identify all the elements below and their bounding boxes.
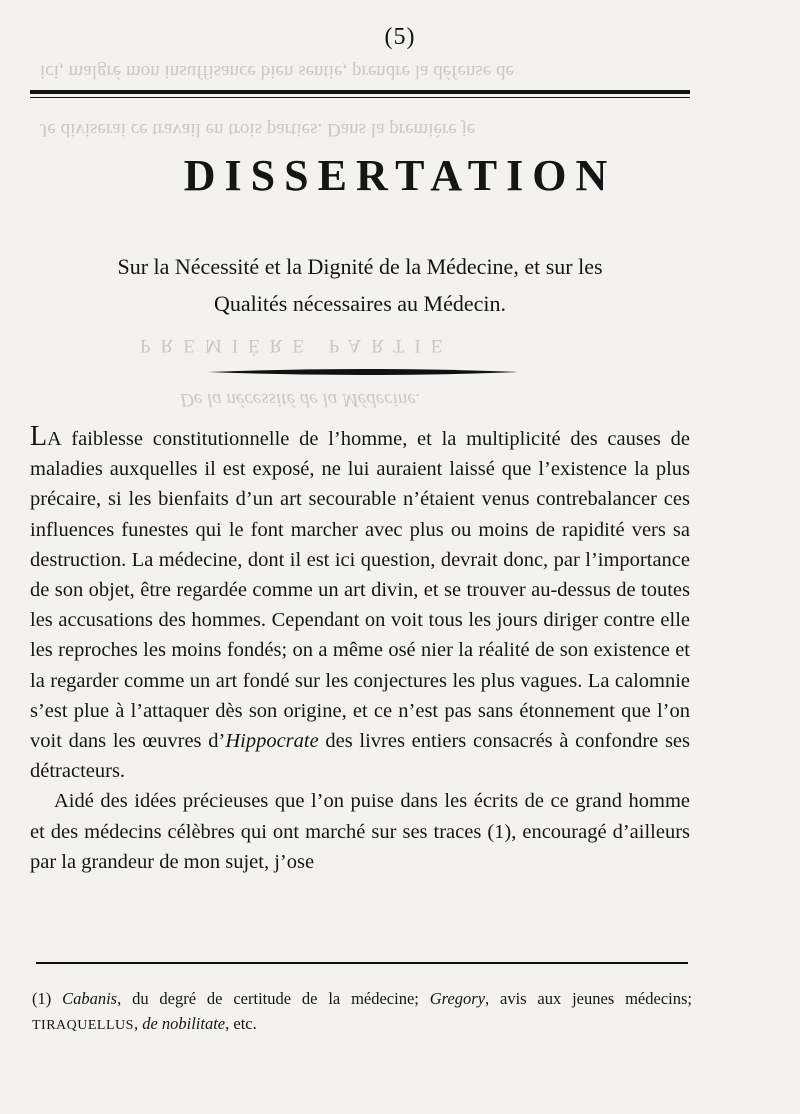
- subtitle-line: Qualités nécessaires au Médecin.: [214, 291, 506, 316]
- bleed-through-line: Je diviserai ce travail en trois parties. Dans la première je: [40, 119, 476, 140]
- drop-initial: L: [30, 421, 48, 452]
- paragraph-text: faiblesse constitutionnelle de l’homme, et la multiplicité des causes de maladies auxquelles il est exposé, ne lui auraient laissé que l’existence la plus précaire, si les bienfaits d’un art secourable n’étaient venus contrebalancer ces influences funestes qui le font marcher avec plus ou moins de rapidité vers sa destruction. La médecine, dont il est ici question, devrait donc, par l’importance de son objet, être regardée comme un art divin, et se trouver au-dessus de toutes les accusations des hommes. Cependant on voit tous les jours diriger contre elle les reproches les moins fondés; on a même osé nier la réalité de son existence et la regarder comme un art fondé sur les conjectures les plus vagues. La calomnie s’est plue à l’attaquer dès son origine, et ce n’est pas sans étonnement que l’on voit dans les œuvres d’: [30, 428, 690, 753]
- ornament-rule: [208, 368, 518, 376]
- body-text: [30, 422, 690, 877]
- footnote-text: , du degré de certitude de la médecine;: [117, 989, 430, 1008]
- paragraph-text: Aidé des idées précieuses que l’on puise dans les écrits de ce grand homme et des médecins célèbres qui ont marché sur ses traces (1), encouragé d’ailleurs par la grandeur de mon sujet, j’ose: [30, 790, 690, 873]
- paragraph: [30, 422, 690, 786]
- subtitle-line: Sur la Nécessité et la Dignité de la Médecine, et sur les: [117, 254, 603, 279]
- italic-name: Hippocrate: [225, 730, 319, 753]
- bleed-through-line: PREMIÈRE PARTIE: [140, 335, 453, 356]
- page-number: (5): [384, 24, 416, 50]
- subtitle: [30, 248, 690, 322]
- bleed-through-line: De la nécessité de la Médecine.: [180, 389, 421, 410]
- page-title: DISSERTATION: [183, 151, 617, 200]
- footnote-title: de nobilitate: [142, 1014, 226, 1033]
- header-rule: [30, 90, 690, 98]
- footnote-text: , etc.: [225, 1014, 257, 1033]
- footnote-author: Cabanis: [62, 989, 118, 1008]
- footnote-marker: (1): [32, 989, 63, 1008]
- paragraph-text: des livres entiers consacrés à confondre ses détracteurs.: [30, 730, 690, 783]
- footnote-text: ,: [133, 1014, 143, 1033]
- footnote-author: TIRAQUELLUS: [32, 1018, 134, 1033]
- footnote: [32, 986, 692, 1038]
- footnote-author: Gregory: [429, 989, 486, 1008]
- small-caps-letter: A: [47, 428, 62, 450]
- bleed-through-line: ici, malgré mon insuffisance bien sentie, prendre la défense de: [40, 61, 514, 82]
- footnote-rule: [36, 962, 688, 964]
- footnote-text: , avis aux jeunes médecins;: [485, 989, 692, 1008]
- paragraph: [30, 786, 690, 877]
